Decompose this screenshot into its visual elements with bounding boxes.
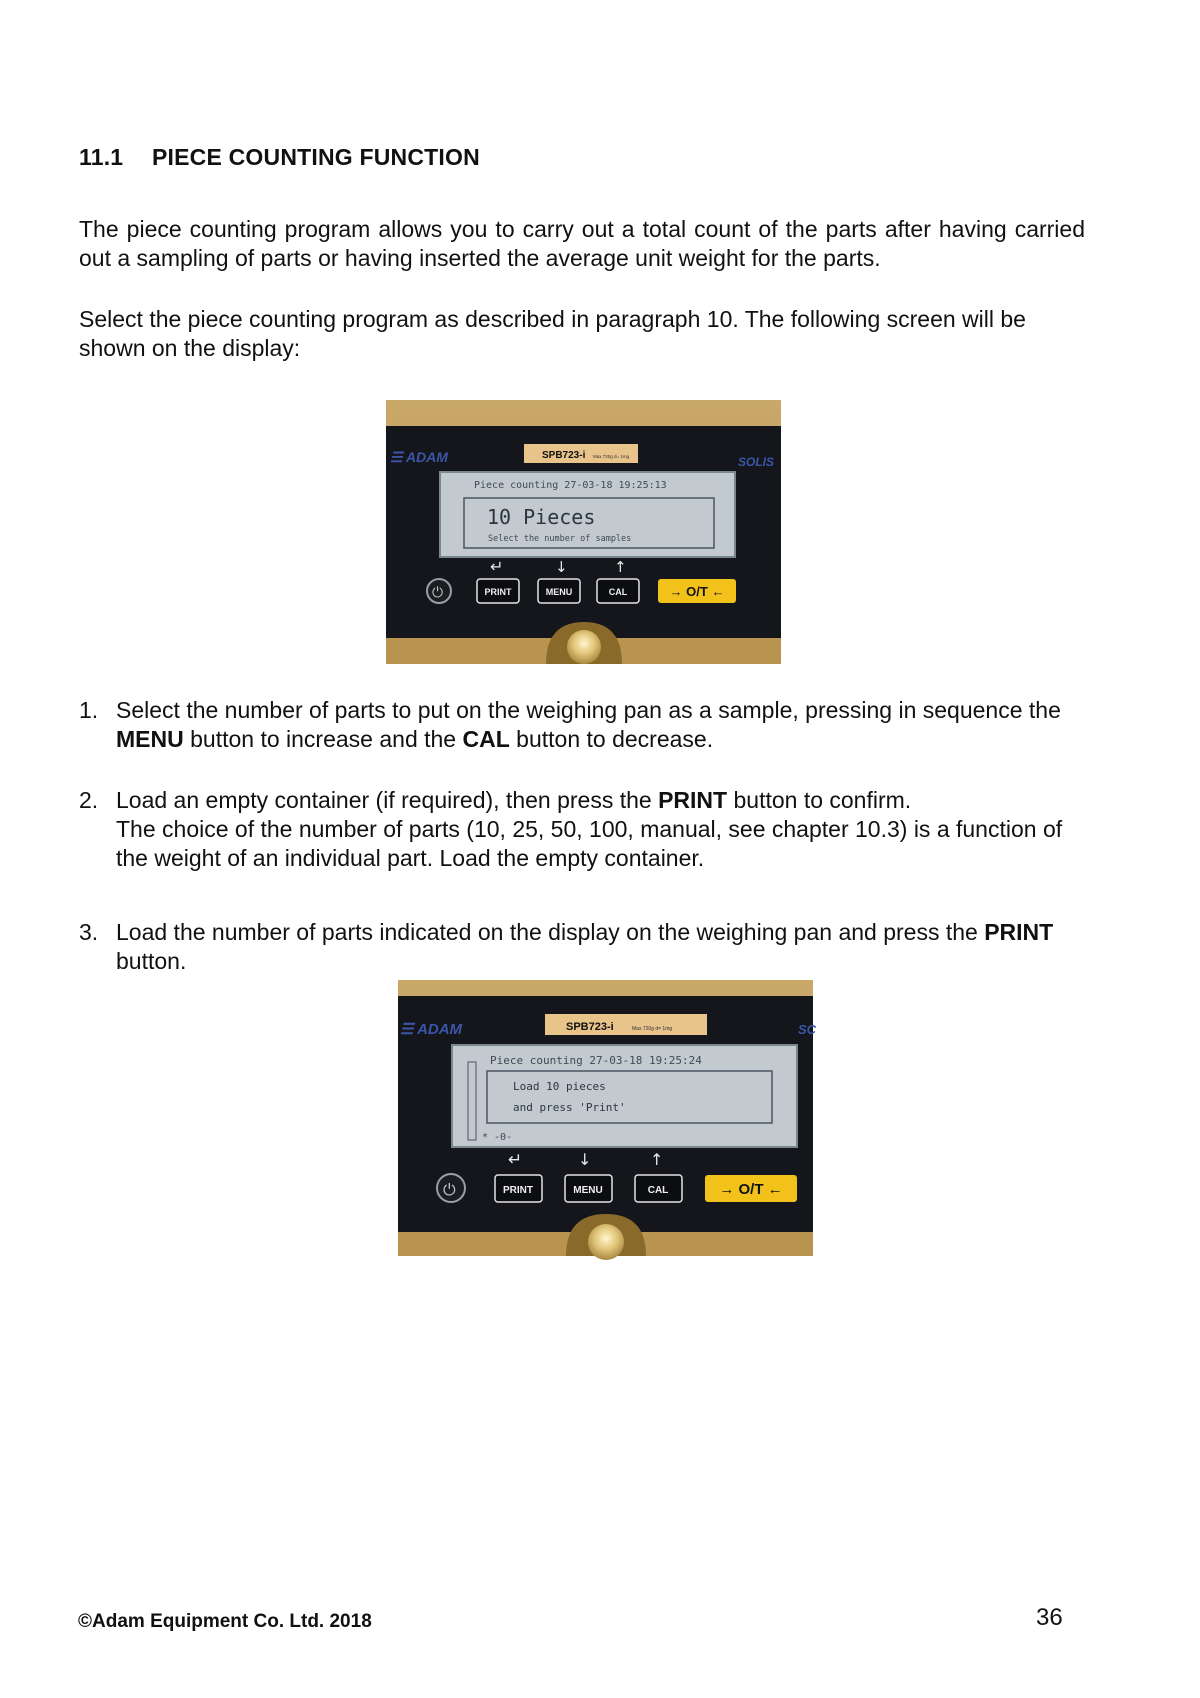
ot-button-label: → O/T ←: [719, 1181, 783, 1198]
ot-button-label: → O/T ←: [669, 584, 725, 599]
scale-panel-graphic: [386, 400, 781, 664]
step-3: [79, 918, 1089, 976]
lcd-header: Piece counting 27-03-18 19:25:24: [490, 1054, 702, 1067]
step-number: 1.: [79, 697, 99, 723]
down-arrow-icon: ↓: [578, 1150, 592, 1169]
step-text: Select the number of parts to put on the weighing pan as a sample, pressing in sequence the MENU button to increase and the CAL button to decrease.: [116, 697, 1061, 752]
lcd-line-2: and press 'Print': [513, 1101, 626, 1114]
lcd-line-1: Load 10 pieces: [513, 1080, 606, 1093]
lcd-main: 10 Pieces: [487, 505, 596, 529]
step-text: Load an empty container (if required), then press the PRINT button to confirm.: [116, 787, 912, 813]
knob: [588, 1224, 624, 1260]
enter-arrow-icon: ↵: [508, 1150, 523, 1170]
print-button-label: PRINT: [484, 587, 512, 597]
scale-panel-graphic: [398, 980, 817, 1256]
scale-display-photo-1: [386, 400, 781, 664]
step-1: [79, 696, 1089, 754]
model-label: SPB723-i: [566, 1021, 614, 1033]
up-arrow-icon: ↑: [614, 558, 627, 576]
section-number: 11.1: [79, 144, 124, 170]
brand-logo: ☰ ADAM: [400, 1021, 463, 1038]
step-number: 2.: [79, 787, 99, 813]
model-spec: Max 720g d= 1mg: [593, 454, 630, 459]
model-spec: Max 720g d= 1mg: [632, 1026, 673, 1032]
power-icon: ⏻: [443, 1180, 456, 1199]
intro-paragraph: The piece counting program allows you to carry out a total count of the parts after having carried out a sampling of parts or having inserted the average unit weight for the parts.: [79, 216, 1085, 271]
step-text: Load the number of parts indicated on the display on the weighing pan and press the PRINT button.: [116, 919, 1054, 974]
brand-logo: ☰ ADAM: [390, 449, 448, 465]
menu-button-label: MENU: [573, 1185, 603, 1196]
page-number: 36: [1036, 1604, 1063, 1631]
section-title: PIECE COUNTING FUNCTION: [152, 144, 480, 170]
section-heading: [79, 144, 480, 171]
enter-arrow-icon: ↵: [490, 557, 504, 576]
step-2: [79, 786, 1089, 873]
select-paragraph: Select the piece counting program as described in paragraph 10. The following screen will be shown on the display:: [79, 306, 1026, 361]
lcd-sub: Select the number of samples: [488, 534, 632, 544]
power-icon: ⏻: [432, 585, 444, 601]
menu-button-label: MENU: [545, 587, 573, 597]
model-label: SPB723-i: [542, 450, 586, 461]
scale-display-photo-2: [398, 980, 817, 1256]
print-button-label: PRINT: [503, 1185, 533, 1196]
knob: [567, 630, 601, 664]
footer-copyright: ©Adam Equipment Co. Ltd. 2018: [78, 1611, 372, 1632]
lcd-footer: * -0-: [482, 1132, 513, 1143]
up-arrow-icon: ↑: [650, 1150, 664, 1169]
lcd-header: Piece counting 27-03-18 19:25:13: [474, 480, 667, 491]
series-label: SC: [798, 1022, 817, 1037]
cal-button-label: CAL: [608, 587, 628, 597]
step-extra-text: The choice of the number of parts (10, 25, 50, 100, manual, see chapter 10.3) is a function of the weight of an individual part. Load the empty container.: [116, 816, 1063, 871]
cal-button-label: CAL: [647, 1185, 669, 1196]
series-label: SOLIS: [738, 455, 775, 469]
step-number: 3.: [79, 919, 99, 945]
down-arrow-icon: ↓: [555, 558, 568, 576]
